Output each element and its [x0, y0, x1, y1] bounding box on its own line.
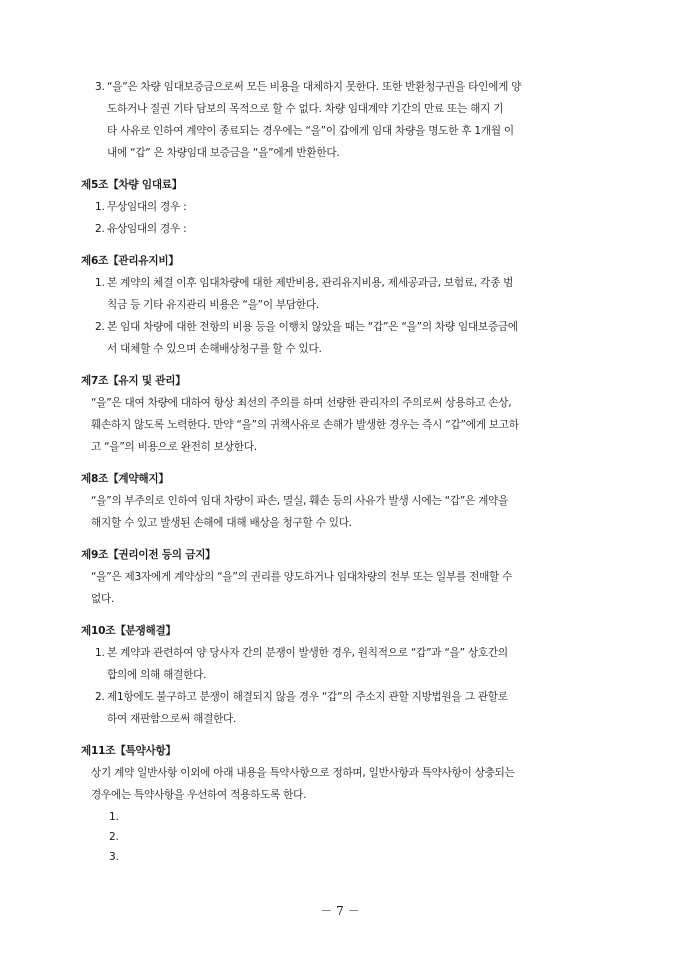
special-terms-item: 2. [109, 831, 119, 843]
article-heading: 제9조【권리이전 등의 금지】 [81, 549, 216, 561]
article-heading: 제10조【분쟁해결】 [81, 625, 176, 637]
paragraph-line: 제1항에도 불구하고 분쟁이 해결되지 않을 경우 “갑”의 주소지 관할 지방법원을 그 관할로 [107, 691, 508, 703]
paragraph-line: 내에 “갑” 은 차량임대 보증금을 “을”에게 반환한다. [107, 147, 340, 159]
paragraph-line: 칙금 등 기타 유지관리 비용은 “을”이 부담한다. [107, 299, 320, 311]
article-heading: 제5조【차량 임대료】 [81, 179, 183, 191]
paragraph-line: “을”은 제3자에게 계약상의 “을”의 권리를 양도하거나 임대차량의 전부 또는 일부를 전매할 수 [91, 571, 513, 583]
article-heading: 제11조【특약사항】 [81, 745, 176, 757]
paragraph-line: 없다. [91, 593, 115, 605]
paragraph-line: “을”의 부주의로 인하여 임대 차량이 파손, 멸실, 훼손 등의 사유가 발생 시에는 “갑”은 계약을 [91, 495, 509, 507]
page-number: － 7 － [320, 904, 360, 918]
paragraph-line: 도하거나 질권 기타 담보의 목적으로 할 수 없다. 차량 임대계약 기간의 만료 또는 해지 기 [107, 103, 504, 115]
item-number: 1. [95, 647, 105, 659]
paragraph-line: 유상임대의 경우 : [107, 223, 187, 235]
paragraph-line: 경우에는 특약사항을 우선하여 적용하도록 한다. [91, 789, 307, 801]
paragraph-line: 해지할 수 있고 발생된 손해에 대해 배상을 청구할 수 있다. [91, 517, 352, 529]
item-number: 2. [95, 691, 105, 703]
paragraph-line: 본 임대 차량에 대한 전항의 비용 등을 이행치 않았을 때는 “갑”은 “을”의 차량 임대보증금에 [107, 321, 518, 333]
paragraph-line: 무상임대의 경우 : [107, 201, 187, 213]
item-number: 1. [95, 201, 105, 213]
paragraph-line: 고 “을”의 비용으로 완전히 보상한다. [91, 441, 257, 453]
paragraph-line: “을”은 대여 차량에 대하여 항상 최선의 주의를 하며 선량한 관리자의 주의로써 상용하고 손상, [91, 397, 512, 409]
article-heading: 제6조【관리유지비】 [81, 255, 179, 267]
paragraph-line: 상기 계약 일반사항 이외에 아래 내용을 특약사항으로 정하며, 일반사항과 특약사항이 상충되는 [91, 767, 515, 779]
paragraph-line: 서 대체할 수 있으며 손해배상청구를 할 수 있다. [107, 343, 322, 355]
paragraph-line: 합의에 의해 해결한다. [107, 669, 207, 681]
item-number: 1. [95, 277, 105, 289]
paragraph-line: 본 계약의 체결 이후 임대차량에 대한 제반비용, 관리유지비용, 제세공과금, 보험료, 각종 범 [107, 277, 514, 289]
article-heading: 제8조【계약해지】 [81, 473, 169, 485]
special-terms-item: 3. [109, 851, 119, 863]
item-number: 2. [95, 321, 105, 333]
paragraph-line: 본 계약과 관련하여 양 당사자 간의 분쟁이 발생한 경우, 원칙적으로 “갑”과 “을” 상호간의 [107, 647, 508, 659]
article-heading: 제7조【유지 및 관리】 [81, 375, 186, 387]
item-number: 3. [95, 81, 105, 93]
special-terms-item: 1. [109, 811, 119, 823]
paragraph-line: 하여 재판함으로써 해결한다. [107, 713, 237, 725]
paragraph-line: “을”은 차량 임대보증금으로써 모든 비용을 대체하지 못한다. 또한 반환청구권을 타인에게 양 [107, 81, 522, 93]
paragraph-line: 훼손하지 않도록 노력한다. 만약 “을”의 귀책사유로 손해가 발생한 경우는 즉시 “갑”에게 보고하 [91, 419, 519, 431]
item-number: 2. [95, 223, 105, 235]
paragraph-line: 타 사유로 인하여 계약이 종료되는 경우에는 “을”이 갑에게 임대 차량을 명도한 후 1개월 이 [107, 125, 514, 137]
